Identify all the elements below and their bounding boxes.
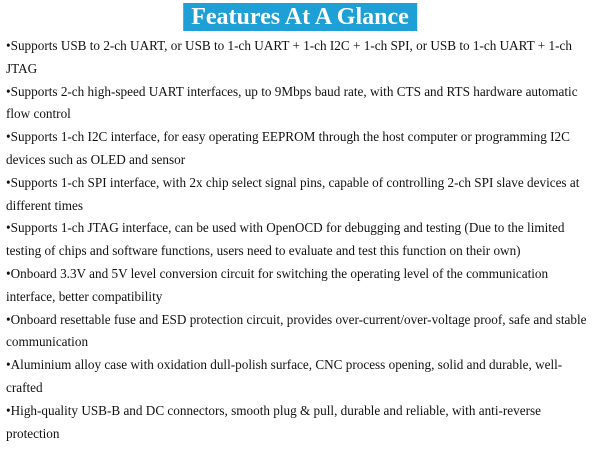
feature-item [6, 217, 594, 263]
feature-item [6, 126, 594, 172]
feature-text: Supports USB to 2-ch UART, or USB to 1-ch UART + 1-ch I2C + 1-ch SPI, or USB to 1-ch UART + 1-ch JTAG [6, 38, 572, 76]
feature-text: Supports 1-ch SPI interface, with 2x chip select signal pins, capable of controlling 2-ch SPI slave devices at different times [6, 174, 580, 213]
feature-item [6, 354, 594, 400]
feature-item [6, 400, 594, 446]
page-title: Features At A Glance [191, 4, 409, 30]
feature-text: Onboard resettable fuse and ESD protection circuit, provides over-current/over-voltage proof, safe and stable communication [6, 311, 587, 350]
bullet: • [6, 265, 11, 281]
feature-text: High-quality USB-B and DC connectors, smooth plug & pull, durable and reliable, with anti-reverse protection [6, 402, 541, 441]
title-banner [183, 3, 417, 31]
bullet: • [6, 83, 11, 99]
feature-item [6, 309, 594, 355]
bullet: • [6, 311, 11, 327]
feature-item [6, 172, 594, 218]
bullet: • [6, 38, 11, 53]
bullet: • [6, 129, 11, 145]
feature-text: Aluminium alloy case with oxidation dull-polish surface, CNC process opening, solid and durable, well-crafted [6, 357, 563, 395]
feature-item [6, 35, 594, 81]
feature-text: Onboard 3.3V and 5V level conversion circuit for switching the operating level of the communication interface, better compatibility [6, 265, 549, 304]
feature-text: Supports 2-ch high-speed UART interfaces, up to 9Mbps baud rate, with CTS and RTS hardware automatic flow control [6, 83, 578, 122]
bullet: • [6, 402, 11, 418]
bullet: • [6, 357, 11, 373]
feature-list [6, 35, 594, 445]
feature-item [6, 81, 594, 127]
bullet: • [6, 220, 11, 236]
feature-text: Supports 1-ch JTAG interface, can be used with OpenOCD for debugging and testing (Due to the limited testing of chips and software functions, users need to evaluate and test this function on their own) [6, 220, 565, 259]
feature-item [6, 263, 594, 309]
bullet: • [6, 174, 11, 190]
feature-text: Supports 1-ch I2C interface, for easy operating EEPROM through the host computer or programming I2C devices such as OLED and sensor [6, 129, 570, 167]
